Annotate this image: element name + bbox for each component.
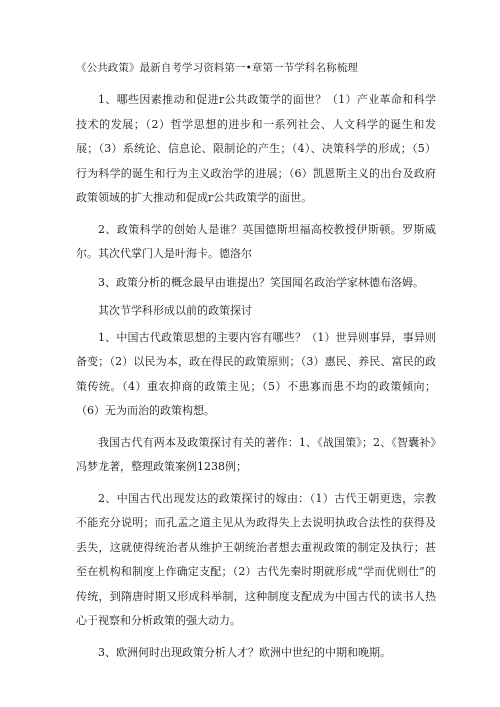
paragraph-s2-books: 我国古代有两本及政策探讨有关的著作：1、《战国策》；2、《智囊补》冯梦龙著，整理政策案例1238例； <box>76 435 436 473</box>
section-heading: 其次节学科形成以前的政策探讨 <box>98 304 252 317</box>
paragraph-q2: 2、政策科学的创始人是谁？英国德斯坦福高校教授伊斯顿。罗斯威尔。其次代掌门人是叶海卡。德洛尔 <box>76 222 436 260</box>
paragraph-s2-q1: 1、中国古代政策思想的主要内容有哪些？（1）世异则事异，事异则备变；（2）以民为本，政在得民的政策原则；（3）惠民、养民、富民的政策传统。（4）重农抑商的政策主见；（5）不患寡而患不均的政策倾向；（6）无为而治的政策构想。 <box>76 330 436 417</box>
paragraph-s2-q2: 2、中国古代出现发达的政策探讨的嫁由：（1）古代王朝更迭，宗教不能充分说明；而孔孟之道主见从为政得失上去说明执政合法性的获得及丢失，这就使得统治者从维护王朝统治者想去重视政策的制定及执行；甚至在机构和制度上作确定支配；（2）古代先秦时期就形成“学而优则仕”的传统，到隋唐时期又形成科举制，这种制度支配成为中国古代的读书人热心于视察和分析政策的强大动力。 <box>76 491 436 627</box>
paragraph-q3: 3、政策分析的概念最早由谁提出？笑国闻名政治学家林德布洛姆。 <box>98 275 424 289</box>
document-title: 《公共政策》最新自考学习资料第一•章第一节学科名称梳理 <box>76 62 358 74</box>
paragraph-s2-q3: 3、欧洲何时出现政策分析人才？欧洲中世纪的中期和晚期。 <box>98 645 391 659</box>
paragraph-q1: 1、哪些因素推动和促进r公共政策学的面世？（1）产业革命和科学技术的发展；（2）哲学思想的进步和一系列社会、人文科学的诞生和发展；（3）系统论、信息论、限制论的产生；（4）、决策科学的形成；（5）行为科学的诞生和行为主义政治学的进展；（6）凯恩斯主义的出台及政府政策领域的扩大推动和促成r公共政策学的面世。 <box>76 93 436 204</box>
